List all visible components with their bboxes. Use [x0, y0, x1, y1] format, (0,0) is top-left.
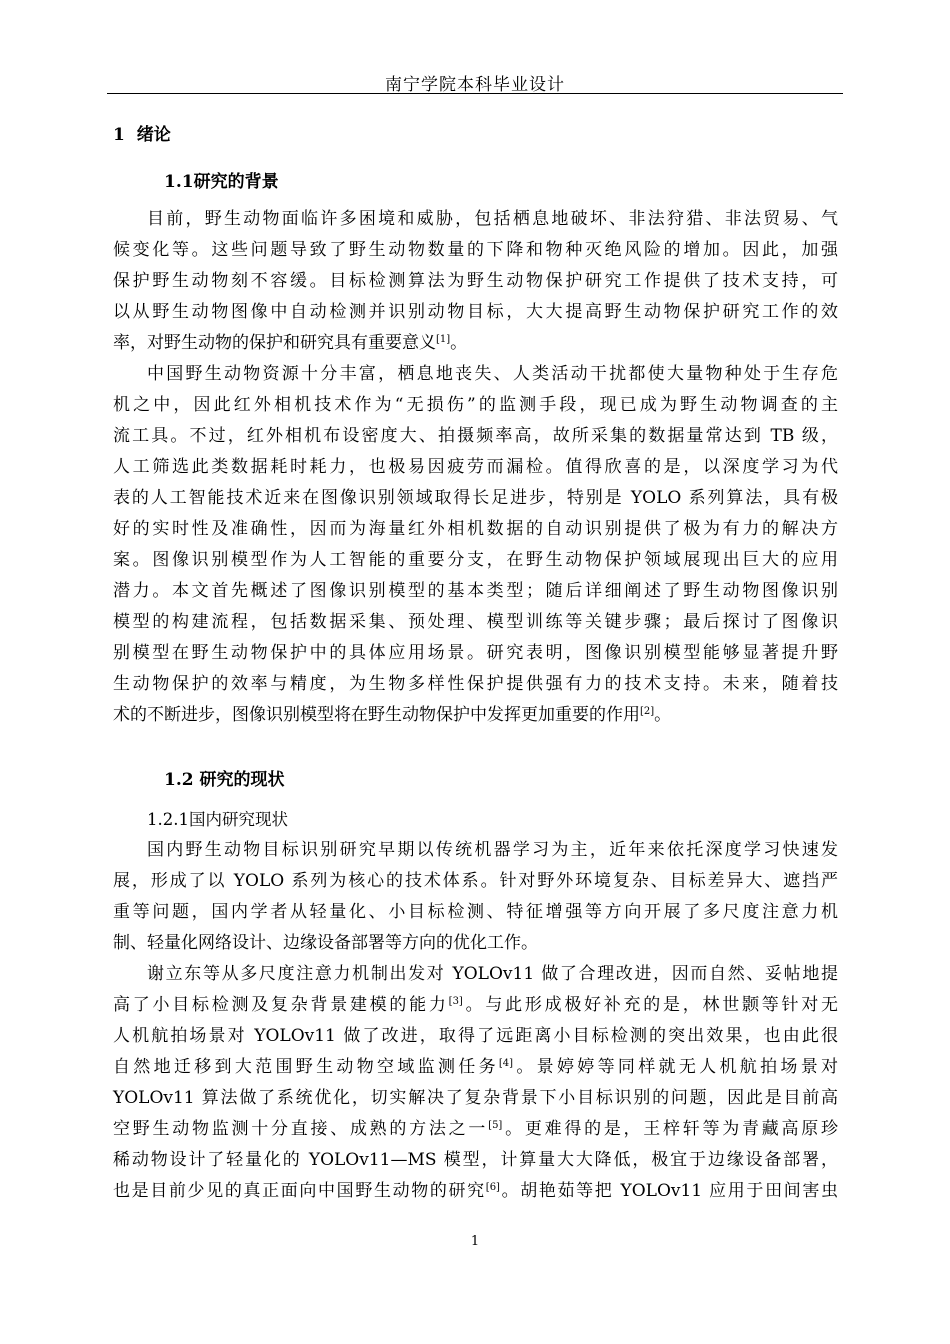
citation-4: [4]: [498, 1058, 514, 1069]
text-segment: 。更难得的是，王梓轩等为青藏高原珍: [502, 1119, 839, 1139]
citation-5: [5]: [488, 1120, 503, 1131]
page-number: 1: [470, 1234, 480, 1249]
text-line: 模型的构建流程，包括数据采集、预处理、模型训练等关键步骤；最后探讨了图像识: [113, 612, 838, 632]
text-line: 国内野生动物目标识别研究早期以传统机器学习为主，近年来依托深度学习快速发: [147, 840, 838, 860]
chapter-number: 1: [113, 125, 125, 145]
text-line: 中国野生动物资源十分丰富，栖息地丧失、人类活动干扰都使大量物种处于生存危: [147, 364, 838, 384]
text-line: [113, 700, 838, 731]
text-line: 生动物保护的效率与精度，为生物多样性保护提供强有力的技术支持。未来，随着技: [113, 674, 838, 694]
text-line: 候变化等。这些问题导致了野生动物数量的下降和物种灭绝风险的增加。因此，加强: [113, 240, 838, 260]
citation-3: [3]: [448, 996, 463, 1007]
text-line: 潜力。本文首先概述了图像识别模型的基本类型；随后详细阐述了野生动物图像识别: [113, 581, 838, 601]
citation-2: [2]: [640, 706, 655, 717]
text-line: 目前，野生动物面临许多困境和威胁，包括栖息地破坏、非法狩猎、非法贸易、气: [147, 209, 838, 229]
text-line: [113, 328, 838, 359]
section-heading-1-2: 1.2 研究的现状: [164, 770, 285, 790]
text-line: 机之中，因此红外相机技术作为“无损伤”的监测手段，现已成为野生动物调查的主: [113, 395, 838, 415]
text-line: [113, 1052, 838, 1083]
text-line: 别模型在野生动物保护中的具体应用场景。研究表明，图像识别模型能够显著提升野: [113, 643, 838, 663]
text-segment: 。与此形成极好补充的是，林世颢等针对无: [462, 995, 839, 1015]
text-line: 保护野生动物刻不容缓。目标检测算法为野生动物保护研究工作提供了技术支持，可: [113, 271, 838, 291]
chapter-heading: [113, 120, 171, 145]
citation-1: [1]: [436, 334, 451, 345]
text-line: 谢立东等从多尺度注意力机制出发对 YOLOv11 做了合理改进，因而自然、妥帖地提: [147, 964, 838, 984]
text-line: 制、轻量化网络设计、边缘设备部署等方向的优化工作。: [113, 933, 538, 953]
text-line: 好的实时性及准确性，因而为海量红外相机数据的自动识别提供了极为有力的解决方: [113, 519, 838, 539]
text-segment: 。景婷婷等同样就无人机航拍场景对: [513, 1057, 839, 1077]
text-line: 人工筛选此类数据耗时耗力，也极易因疲劳而漏检。值得欣喜的是，以深度学习为代: [113, 457, 838, 477]
text-segment: 术的不断进步，图像识别模型将在野生动物保护中发挥更加重要的作用: [113, 705, 640, 725]
text-line: [113, 990, 838, 1021]
chapter-title: 绪论: [136, 125, 171, 145]
text-line: [113, 1176, 838, 1207]
section-heading-1-1: 1.1研究的背景: [164, 172, 279, 192]
text-line: 展，形成了以 YOLO 系列为核心的技术体系。针对野外环境复杂、目标差异大、遮挡严: [113, 871, 838, 891]
subsection-heading-1-2-1: 1.2.1国内研究现状: [147, 810, 288, 829]
text-segment: 也是目前少见的真正面向中国野生动物的研究: [113, 1181, 486, 1201]
text-segment: 率，对野生动物的保护和研究具有重要意义: [113, 333, 436, 353]
text-segment: 自然地迁移到大范围野生动物空域监测任务: [113, 1057, 499, 1077]
header-divider: [107, 93, 843, 94]
text-line: [113, 1114, 838, 1145]
text-segment: 空野生动物监测十分直接、成熟的方法之一: [113, 1119, 489, 1139]
citation-6: [6]: [485, 1182, 500, 1193]
text-segment: 。胡艳茹等把 YOLOv11 应用于田间害虫: [499, 1181, 838, 1201]
text-segment: 高了小目标检测及复杂背景建模的能力: [113, 995, 449, 1015]
running-header: 南宁学院本科毕业设计: [385, 75, 565, 95]
paragraph-background-1: [113, 204, 838, 359]
text-segment: 。: [450, 333, 468, 353]
paragraph-background-2: [113, 359, 838, 731]
text-segment: 。: [654, 705, 672, 725]
text-line: 重等问题，国内学者从轻量化、小目标检测、特征增强等方向开展了多尺度注意力机: [113, 902, 838, 922]
text-line: 人机航拍场景对 YOLOv11 做了改进，取得了远距离小目标检测的突出效果，也由此很: [113, 1026, 838, 1046]
text-line: YOLOv11 算法做了系统优化，切实解决了复杂背景下小目标识别的问题，因此是目前高: [113, 1088, 838, 1108]
text-line: 表的人工智能技术近来在图像识别领域取得长足进步，特别是 YOLO 系列算法，具有极: [113, 488, 838, 508]
text-line: 案。图像识别模型作为人工智能的重要分支，在野生动物保护领域展现出巨大的应用: [113, 550, 838, 570]
text-line: 流工具。不过，红外相机布设密度大、拍摄频率高，故所采集的数据量常达到 TB 级，: [113, 426, 838, 446]
text-line: 以从野生动物图像中自动检测并识别动物目标，大大提高野生动物保护研究工作的效: [113, 302, 838, 322]
text-line: 稀动物设计了轻量化的 YOLOv11—MS 模型，计算量大大降低，极宜于边缘设备部署，: [113, 1150, 838, 1170]
paragraph-domestic-1: [113, 835, 838, 959]
paragraph-domestic-2: [113, 959, 838, 1207]
